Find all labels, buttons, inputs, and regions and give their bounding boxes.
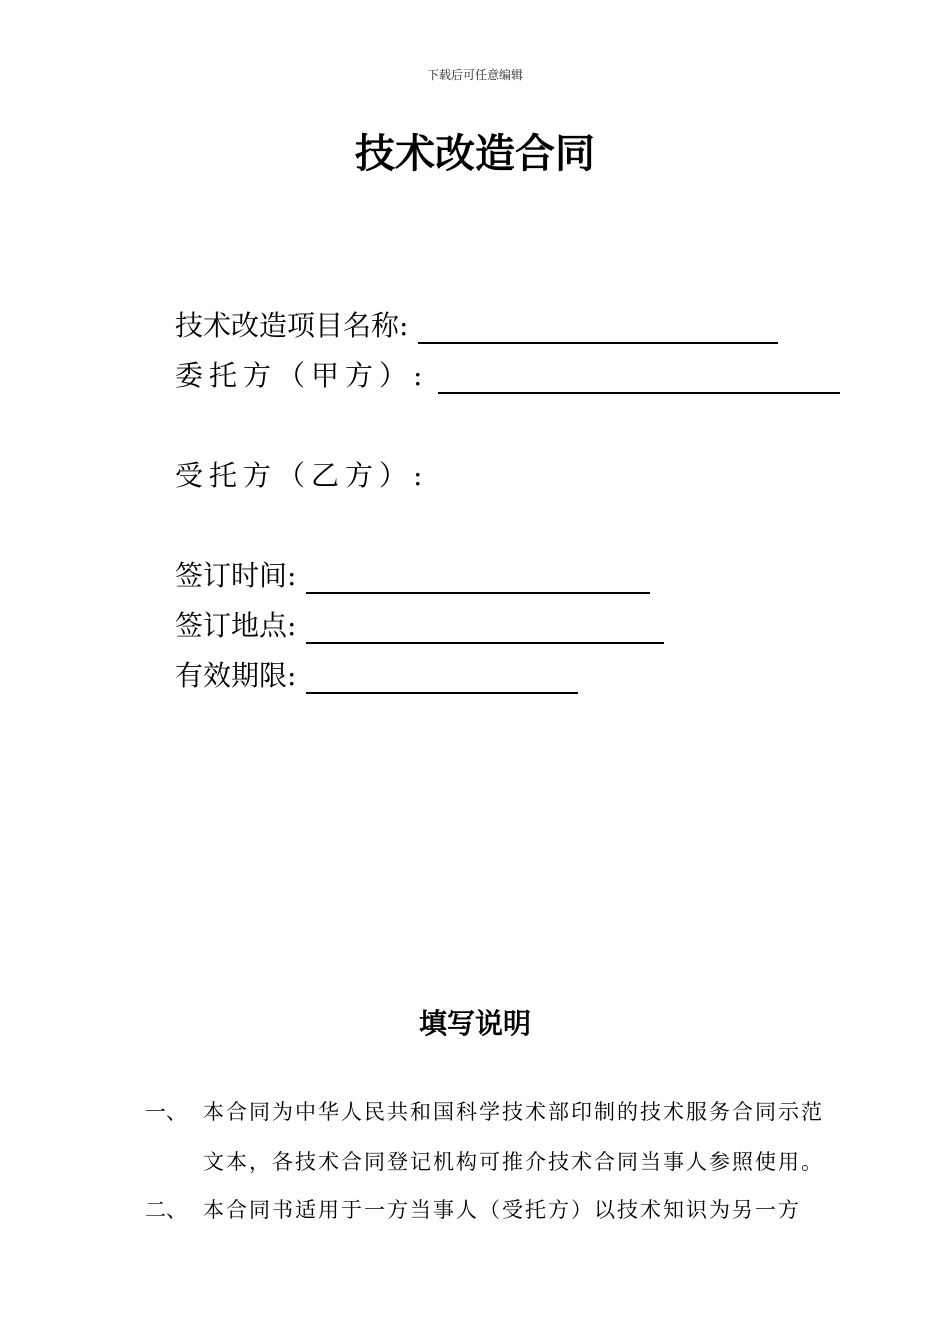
instruction-text: 文本，各技术合同登记机构可推介技术合同当事人参照使用。 (203, 1150, 824, 1174)
client-field (175, 354, 840, 394)
sign-time-blank[interactable] (306, 562, 650, 594)
instruction-number: 二、 (145, 1198, 187, 1222)
header-note: 下载后可任意编辑 (426, 68, 523, 82)
sign-place-blank[interactable] (306, 612, 664, 644)
project-name-label: 技术改造项目名称: (175, 309, 409, 342)
validity-label: 有效期限: (175, 659, 297, 692)
contractor-field (175, 454, 428, 494)
instruction-text: 本合同为中华人民共和国科学技术部印制的技术服务合同示范 (203, 1100, 824, 1124)
validity-blank[interactable] (306, 662, 578, 694)
document-title: 技术改造合同 (355, 131, 595, 177)
client-blank[interactable] (438, 362, 840, 394)
contractor-label: 受托方（乙方）: (175, 459, 429, 492)
project-name-blank[interactable] (418, 312, 778, 344)
sign-place-field (175, 604, 664, 644)
sign-time-field (175, 554, 650, 594)
instructions-title: 填写说明 (418, 1007, 531, 1040)
validity-field (175, 654, 578, 694)
client-label: 委托方（甲方）: (175, 359, 429, 392)
sign-time-label: 签订时间: (175, 559, 297, 592)
sign-place-label: 签订地点: (175, 609, 297, 642)
instruction-number: 一、 (145, 1100, 187, 1124)
project-name-field (175, 304, 778, 344)
instruction-text: 本合同书适用于一方当事人（受托方）以技术知识为另一方 (203, 1198, 801, 1222)
